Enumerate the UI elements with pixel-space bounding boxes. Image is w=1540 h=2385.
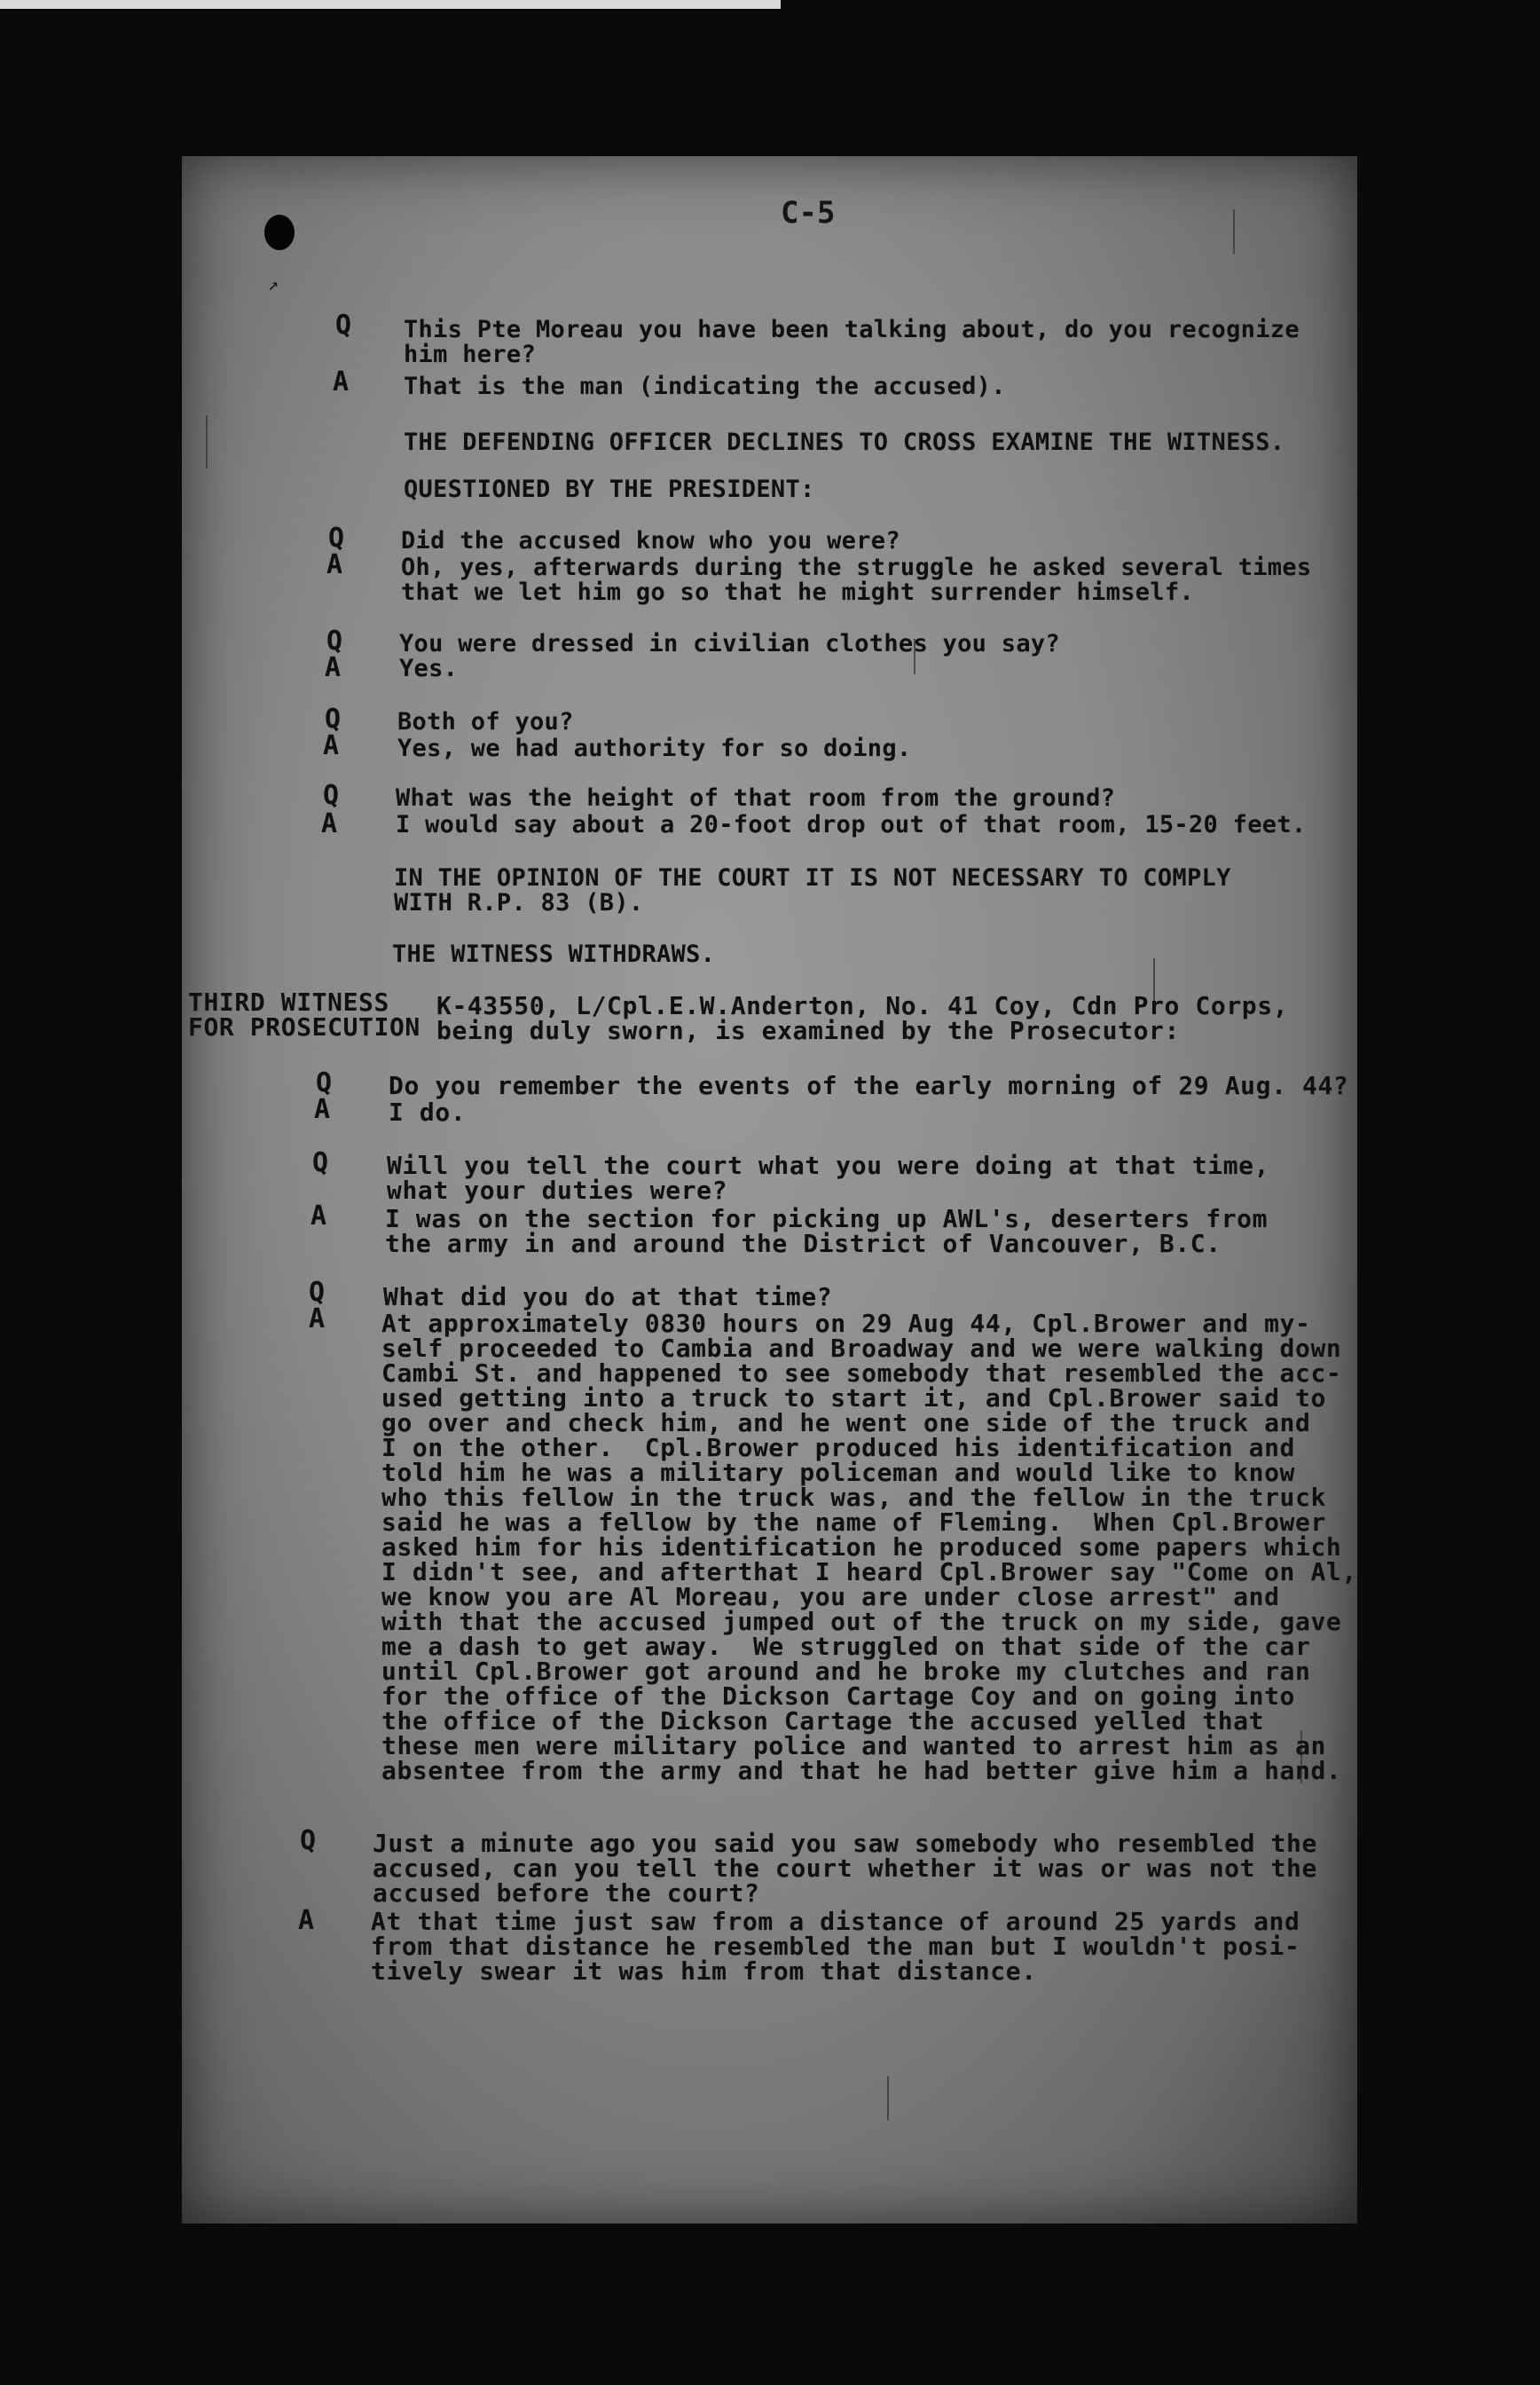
answer-label: A: [326, 549, 343, 580]
witness-withdraws: THE WITNESS WITHDRAWS.: [392, 941, 716, 968]
punch-hole-icon: [264, 215, 295, 250]
question-text: What was the height of that room from the ground?: [396, 784, 1116, 812]
question-label: Q: [335, 310, 352, 341]
defending-officer-note: THE DEFENDING OFFICER DECLINES TO CROSS EXAMINE THE WITNESS.: [404, 429, 1285, 456]
answer-text: At approximately 0830 hours on 29 Aug 44, Cpl.Brower and my- self proceeded to Cambia and Broadway and we were walking down Cambi St. and happened to see somebody that resembled the acc- used getting into a truck to start it, and Cpl.Brower said to go over and check him, and he went one side of the truck and I on the other. Cpl.Brower produced his identification and told him he was a military policeman and would like to know who this fellow in the truck was, and the fellow in the truck said he was a fellow by the name of Fleming. When Cpl.Brower asked him for his identification he produced some papers which I didn't see, and afterthat I heard Cpl.Brower say "Come on Al, we know you are Al Moreau, you are under close arrest" and with that the accused jumped out of the truck on my side, gave me a dash to get away. We struggled on that side of the car until Cpl.Brower got around and he broke my clutches and ran for the office of the Dickson Cartage Coy and on going into the office of the Dickson Cartage the accused yelled that these men were military police and wanted to arrest him as an absentee from the army and that he had better give him a hand.: [381, 1309, 1357, 1785]
question-text: What did you do at that time?: [383, 1282, 833, 1311]
president-heading: QUESTIONED BY THE PRESIDENT:: [404, 476, 815, 503]
answer-text: I would say about a 20-foot drop out of that room, 15-20 feet.: [396, 811, 1307, 838]
question-label: Q: [328, 523, 345, 554]
question-label: Q: [316, 1067, 333, 1098]
question-text: Both of you?: [397, 708, 574, 736]
answer-label: A: [310, 1200, 327, 1232]
answer-label: A: [309, 1303, 326, 1334]
answer-label: A: [325, 652, 342, 683]
answer-label: A: [321, 808, 338, 839]
third-witness-label: THIRD WITNESS FOR PROSECUTION: [188, 988, 420, 1042]
court-opinion: IN THE OPINION OF THE COURT IT IS NOT NECESSARY TO COMPLY WITH R.P. 83 (B).: [394, 864, 1231, 917]
film-scratch: [887, 2076, 889, 2121]
question-text: Do you remember the events of the early morning of 29 Aug. 44?: [389, 1071, 1349, 1100]
question-text: You were dressed in civilian clothes you say?: [399, 630, 1060, 657]
answer-label: A: [323, 730, 340, 761]
answer-text: Oh, yes, afterwards during the struggle he asked several times that we let him go so that he might surrender himself.: [401, 554, 1312, 606]
question-label: Q: [309, 1277, 326, 1308]
question-text: Just a minute ago you said you saw somebody who resembled the accused, can you tell the court whether it was or was not the accused before the court?: [373, 1829, 1317, 1908]
film-scratch: [206, 415, 208, 468]
question-label: Q: [300, 1825, 317, 1856]
answer-text: That is the man (indicating the accused).: [404, 373, 1006, 400]
answer-label: A: [333, 366, 350, 398]
question-text: Did the accused know who you were?: [401, 527, 900, 555]
margin-mark: ↗: [268, 273, 279, 295]
question-label: Q: [325, 704, 342, 735]
top-edge-strip: [0, 0, 781, 9]
question-label: Q: [326, 626, 343, 657]
answer-label: A: [298, 1905, 315, 1936]
question-label: Q: [312, 1147, 329, 1178]
third-witness-intro: K-43550, L/Cpl.E.W.Anderton, No. 41 Coy, Cdn Pro Corps, being duly sworn, is examined by the Prosecutor:: [436, 991, 1289, 1045]
question-text: Will you tell the court what you were doing at that time, what your duties were?: [387, 1151, 1270, 1205]
answer-text: At that time just saw from a distance of around 25 yards and from that distance he resembled the man but I wouldn't posi- tively swear it was him from that distance.: [371, 1907, 1300, 1986]
film-scratch: [1233, 209, 1235, 254]
answer-text: I do.: [389, 1098, 467, 1127]
answer-label: A: [314, 1094, 331, 1125]
page-number: C-5: [781, 195, 836, 231]
answer-text: I was on the section for picking up AWL's, deserters from the army in and around the District of Vancouver, B.C.: [385, 1204, 1269, 1258]
answer-text: Yes.: [399, 655, 459, 682]
question-text: This Pte Moreau you have been talking about, do you recognize him here?: [404, 316, 1300, 368]
question-label: Q: [323, 780, 340, 811]
answer-text: Yes, we had authority for so doing.: [397, 735, 912, 762]
